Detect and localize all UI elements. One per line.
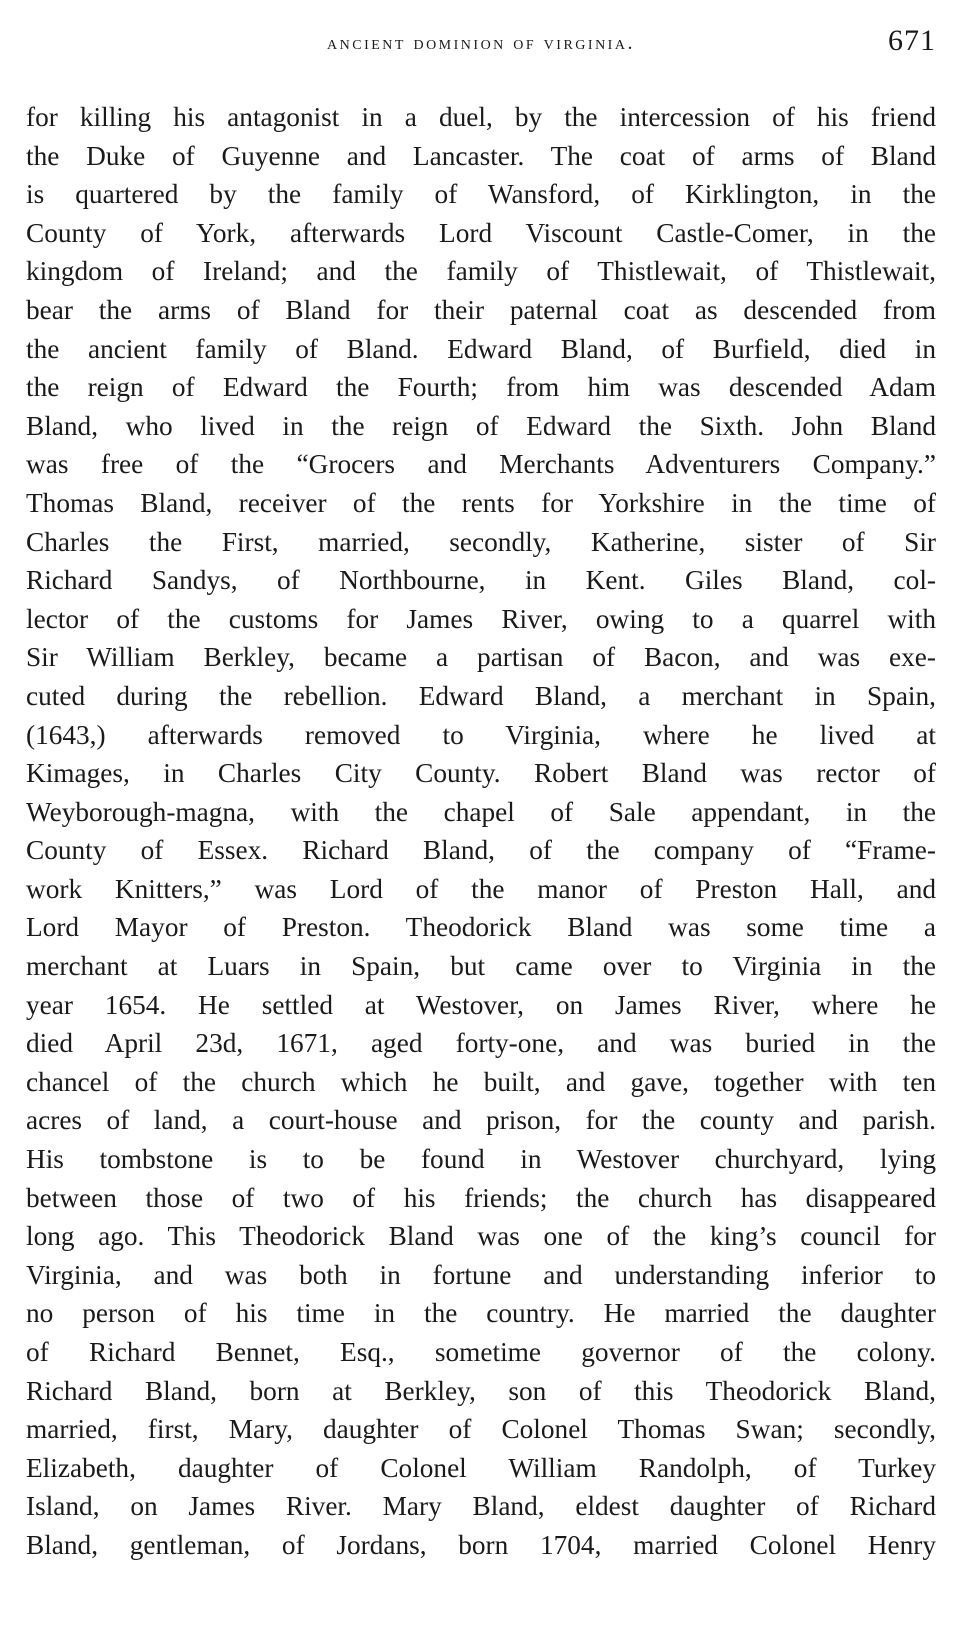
text-line: between those of two of his friends; the church has disappeared <box>26 1182 936 1213</box>
text-line: (1643,) afterwards removed to Virginia, where he lived at <box>26 719 936 750</box>
text-line: Island, on James River. Mary Bland, eldest daughter of Richard <box>26 1491 936 1522</box>
text-line: long ago. This Theodorick Bland was one of the king’s council for <box>26 1221 936 1252</box>
running-title: ancient dominion of virginia. <box>327 32 635 54</box>
page-number: 671 <box>888 24 936 57</box>
text-line: Lord Mayor of Preston. Theodorick Bland was some time a <box>26 912 936 943</box>
text-line: merchant at Luars in Spain, but came over to Virginia in the <box>26 951 936 982</box>
text-line: lector of the customs for James River, owing to a quarrel with <box>26 603 936 634</box>
text-line: the ancient family of Bland. Edward Bland, of Burfield, died in <box>26 333 936 364</box>
text-line: the Duke of Guyenne and Lancaster. The coat of arms of Bland <box>26 140 936 171</box>
text-line: Charles the First, married, secondly, Katherine, sister of Sir <box>26 526 936 557</box>
text-line: County of Essex. Richard Bland, of the company of “Frame- <box>26 835 936 866</box>
text-line: chancel of the church which he built, and gave, together with ten <box>26 1066 936 1097</box>
text-line: of Richard Bennet, Esq., sometime governor of the colony. <box>26 1337 936 1367</box>
text-line: Richard Sandys, of Northbourne, in Kent. Giles Bland, col- <box>26 565 936 596</box>
text-line: died April 23d, 1671, aged forty-one, and was buried in the <box>26 1028 936 1059</box>
text-line: acres of land, a court-house and prison, for the county and parish. <box>26 1105 936 1136</box>
text-line: cuted during the rebellion. Edward Bland, a merchant in Spain, <box>26 680 936 711</box>
text-line: kingdom of Ireland; and the family of Thistlewait, of Thistlewait, <box>26 256 936 287</box>
text-line: is quartered by the family of Wansford, of Kirklington, in the <box>26 179 936 210</box>
body-text <box>26 98 936 1565</box>
text-line: His tombstone is to be found in Westover churchyard, lying <box>26 1144 936 1175</box>
text-line: Sir William Berkley, became a partisan of Bacon, and was exe- <box>26 642 936 673</box>
book-page <box>26 22 936 1565</box>
text-line: bear the arms of Bland for their paternal coat as descended from <box>26 294 936 325</box>
text-line: Kimages, in Charles City County. Robert Bland was rector of <box>26 758 936 789</box>
text-line: married, first, Mary, daughter of Colonel Thomas Swan; secondly, <box>26 1414 936 1445</box>
text-line: Bland, gentleman, of Jordans, born 1704, married Colonel Henry <box>26 1529 936 1560</box>
text-line: Virginia, and was both in fortune and understanding inferior to <box>26 1259 936 1290</box>
text-line: Richard Bland, born at Berkley, son of this Theodorick Bland, <box>26 1375 936 1406</box>
text-line: no person of his time in the country. He married the daughter <box>26 1298 936 1329</box>
running-head <box>26 22 936 70</box>
text-line: Bland, who lived in the reign of Edward the Sixth. John Bland <box>26 410 936 441</box>
text-line: Thomas Bland, receiver of the rents for Yorkshire in the time of <box>26 487 936 518</box>
text-line: County of York, afterwards Lord Viscount Castle-Comer, in the <box>26 217 936 248</box>
text-line: was free of the “Grocers and Merchants Adventurers Company.” <box>26 449 936 480</box>
text-line: Weyborough-magna, with the chapel of Sale appendant, in the <box>26 796 936 827</box>
text-line: for killing his antagonist in a duel, by the intercession of his friend <box>26 102 936 132</box>
text-line: the reign of Edward the Fourth; from him was descended Adam <box>26 372 936 403</box>
text-line: Elizabeth, daughter of Colonel William Randolph, of Turkey <box>26 1452 936 1483</box>
text-line: year 1654. He settled at Westover, on James River, where he <box>26 989 936 1020</box>
text-line: work Knitters,” was Lord of the manor of Preston Hall, and <box>26 873 936 904</box>
